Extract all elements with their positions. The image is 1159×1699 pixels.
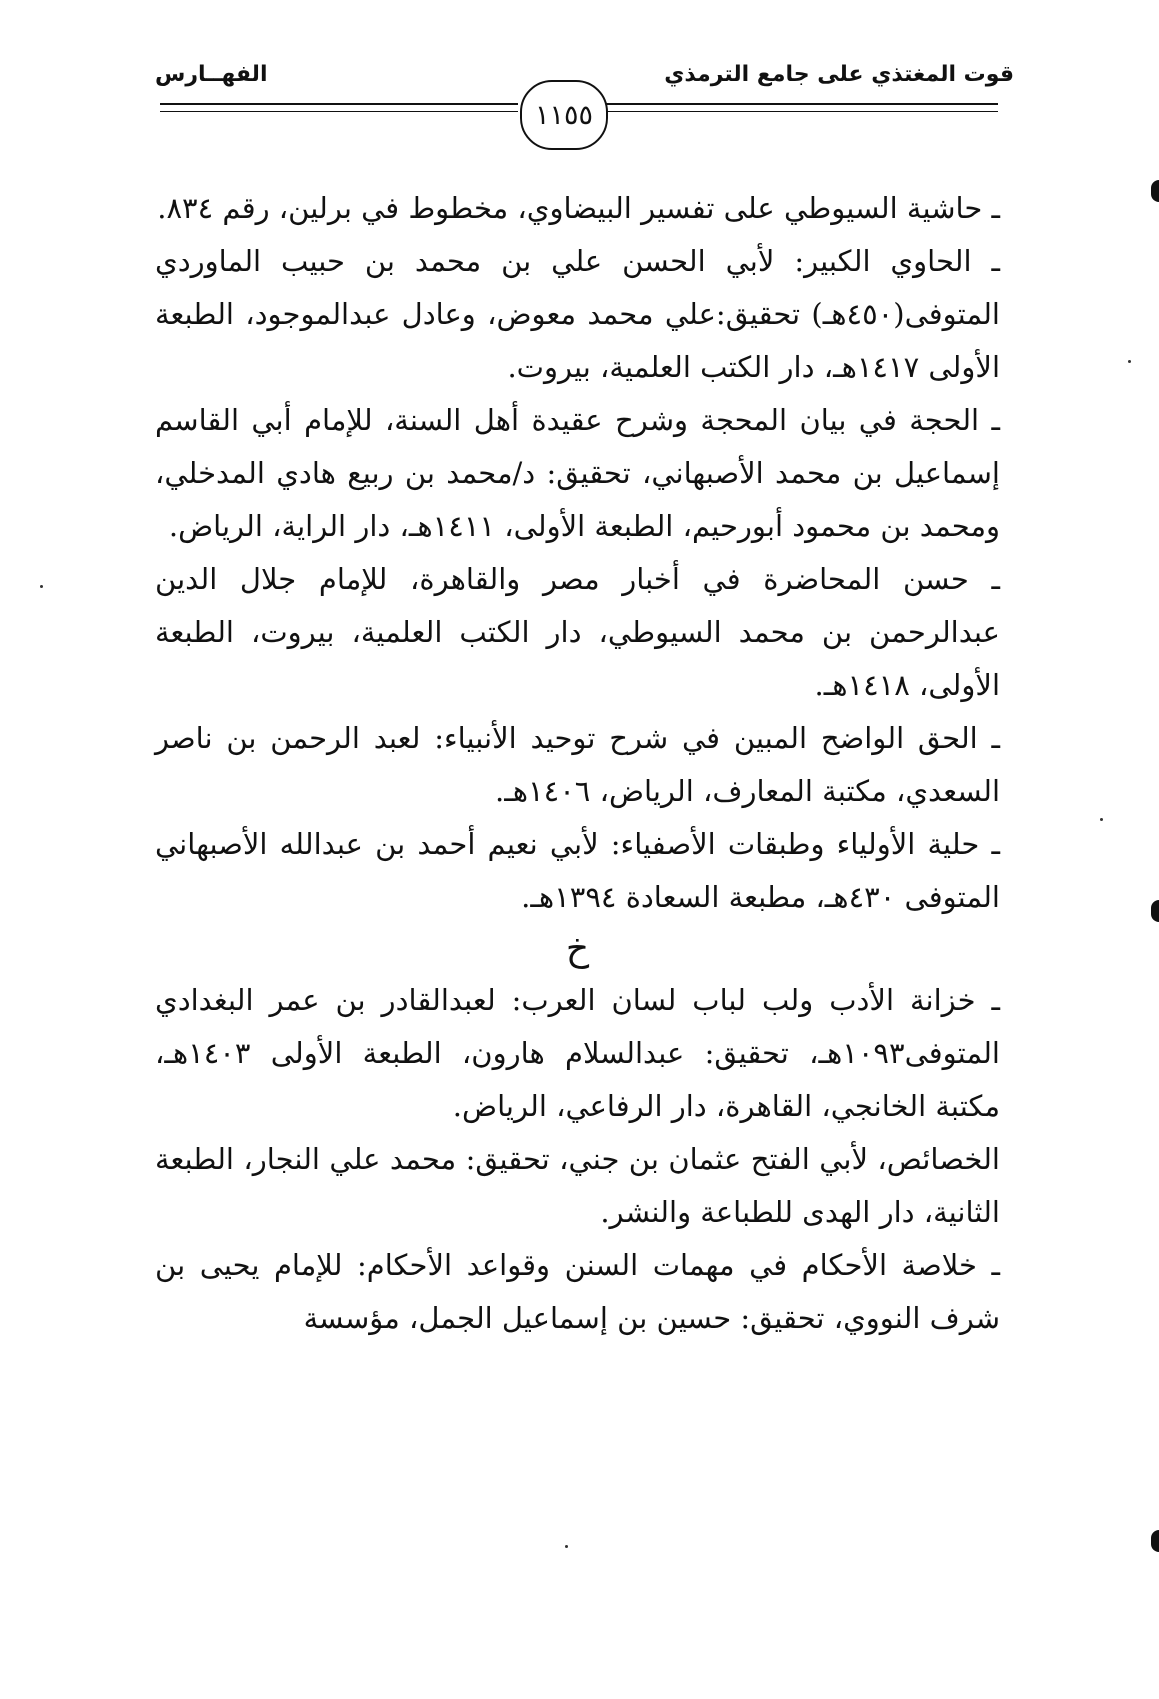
bibliography-entry: ـ الحجة في بيان المحجة وشرح عقيدة أهل السنة، للإمام أبي القاسم إسماعيل بن محمد الأصبهاني، تحقيق: د/محمد بن ربيع هادي المدخلي، ومحمد بن محمود أبورحيم، الطبعة الأولى، ١٤١١هـ، دار الراية، الرياض. xyxy=(155,403,1000,543)
bibliography-entry: ـ خزانة الأدب ولب لباب لسان العرب: لعبدالقادر بن عمر البغدادي المتوفى١٠٩٣هـ، تحقيق: عبدالسلام هارون، الطبعة الأولى ١٤٠٣هـ، مكتبة الخانجي، القاهرة، دار الرفاعي، الرياض. xyxy=(155,983,1000,1123)
bibliography-entry: ـ حسن المحاضرة في أخبار مصر والقاهرة، للإمام جلال الدين عبدالرحمن بن محمد السيوطي، دار الكتب العلمية، بيروت، الطبعة الأولى، ١٤١٨هـ. xyxy=(155,562,1000,702)
bibliography-entry: ـ حلية الأولياء وطبقات الأصفياء: لأبي نعيم أحمد بن عبدالله الأصبهاني المتوفى ٤٣٠هـ، مطبعة السعادة ١٣٩٤هـ. xyxy=(155,827,1000,914)
header-rule-right-top xyxy=(606,103,998,105)
bibliography-entry: ـ حاشية السيوطي على تفسير البيضاوي، مخطوط في برلين، رقم ٨٣٤. xyxy=(157,191,1000,225)
page-number-frame xyxy=(520,80,608,150)
binding-mark xyxy=(1151,1530,1159,1552)
page-number: ١١٥٥ xyxy=(534,99,593,131)
scan-speck xyxy=(1128,360,1131,363)
binding-mark xyxy=(1151,900,1159,922)
scan-speck xyxy=(40,585,43,588)
bibliography-entry: ـ الحاوي الكبير: لأبي الحسن علي بن محمد بن حبيب الماوردي المتوفى(٤٥٠هـ) تحقيق:علي محمد معوض، وعادل عبدالموجود، الطبعة الأولى ١٤١٧هـ، دار الكتب العلمية، بيروت. xyxy=(155,244,1000,384)
bibliography-entry: ـ الحق الواضح المبين في شرح توحيد الأنبياء: لعبد الرحمن بن ناصر السعدي، مكتبة المعارف، الرياض، ١٤٠٦هـ. xyxy=(155,721,1000,808)
section-letter-heading: خ xyxy=(565,928,590,969)
bibliography-body xyxy=(155,182,1000,1345)
bibliography-entry: ـ خلاصة الأحكام في مهمات السنن وقواعد الأحكام: للإمام يحيى بن شرف النووي، تحقيق: حسين بن إسماعيل الجمل، مؤسسة xyxy=(155,1248,1000,1335)
binding-mark xyxy=(1151,180,1159,202)
section-title: الفهــارس xyxy=(155,62,268,87)
scan-speck xyxy=(1100,818,1103,821)
book-title: قوت المغتذي على جامع الترمذي xyxy=(664,62,1014,87)
header-rule-right-bottom xyxy=(606,111,998,112)
header-rule-left-bottom xyxy=(160,111,518,112)
bibliography-entry: الخصائص، لأبي الفتح عثمان بن جني، تحقيق: محمد علي النجار، الطبعة الثانية، دار الهدى للطباعة والنشر. xyxy=(155,1142,1000,1229)
header-rule-left-top xyxy=(160,103,518,105)
scan-speck xyxy=(565,1545,568,1548)
running-header xyxy=(0,0,1159,160)
